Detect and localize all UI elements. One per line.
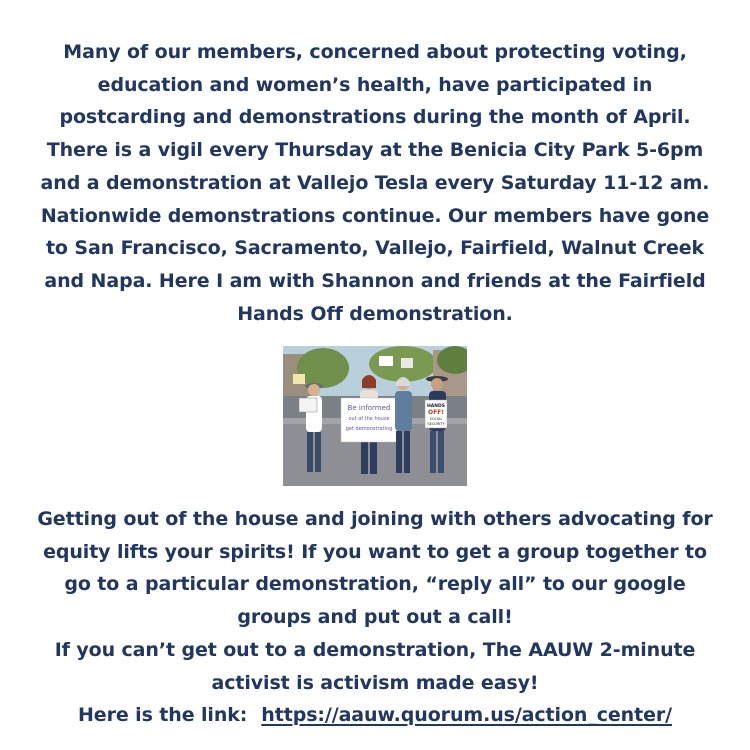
demonstration-photo — [283, 346, 467, 486]
text-line: Getting out of the house and joining with others advocating for — [37, 508, 713, 530]
photo-sign-right-text: HANDS — [427, 404, 445, 409]
text-line: There is a vigil every Thursday at the Benicia City Park 5-6pm — [46, 139, 704, 162]
text-line: groups and put out a call! — [237, 606, 513, 629]
action-center-link[interactable]: https://aauw.quorum.us/action_center/ — [261, 704, 672, 727]
text-line: equity lifts your spirits! If you want to get a group together to — [43, 540, 707, 563]
photo-sign-right-text: OFF! — [427, 409, 445, 416]
photo-sign-center-text: out of the house — [348, 416, 390, 422]
link-lead-text: Here is the link: — [78, 704, 248, 727]
photo-sign-center — [341, 398, 397, 442]
photo-sign-left — [299, 398, 317, 412]
text-line: Many of our members, concerned about protecting voting, — [63, 41, 687, 63]
intro-paragraph — [0, 36, 750, 330]
text-line: and Napa. Here I am with Shannon and friends at the Fairfield — [44, 269, 706, 292]
text-line: and a demonstration at Vallejo Tesla every Saturday 11-12 am. — [40, 171, 710, 194]
text-line: to San Francisco, Sacramento, Vallejo, Fairfield, Walnut Creek — [45, 237, 705, 260]
link-line — [0, 699, 750, 732]
text-line: Nationwide demonstrations continue. Our members have gone — [40, 204, 710, 227]
text-line: activist is activism made easy! — [211, 671, 539, 694]
text-line: postcarding and demonstrations during the month of April. — [59, 106, 691, 129]
photo-sign-distant — [379, 356, 393, 366]
photo-illustration — [283, 346, 467, 486]
photo-sign-distant — [293, 374, 305, 384]
photo-sign-right-text: SECURITY — [427, 422, 445, 426]
photo-sign-center-text: get demonstrating — [345, 426, 393, 432]
photo-sign-distant — [401, 358, 413, 368]
photo-sign-right-text: SOCIAL — [429, 417, 443, 421]
photo-sign-right — [425, 400, 447, 428]
text-line: go to a particular demonstration, “reply all” to our google — [64, 573, 686, 596]
photo-sign-center-text: Be informed — [347, 404, 391, 412]
text-line: Hands Off demonstration. — [237, 302, 513, 325]
text-line: If you can’t get out to a demonstration, The AAUW 2-minute — [54, 638, 696, 661]
closing-paragraph — [0, 503, 750, 732]
text-line: education and women’s health, have participated in — [97, 73, 653, 96]
